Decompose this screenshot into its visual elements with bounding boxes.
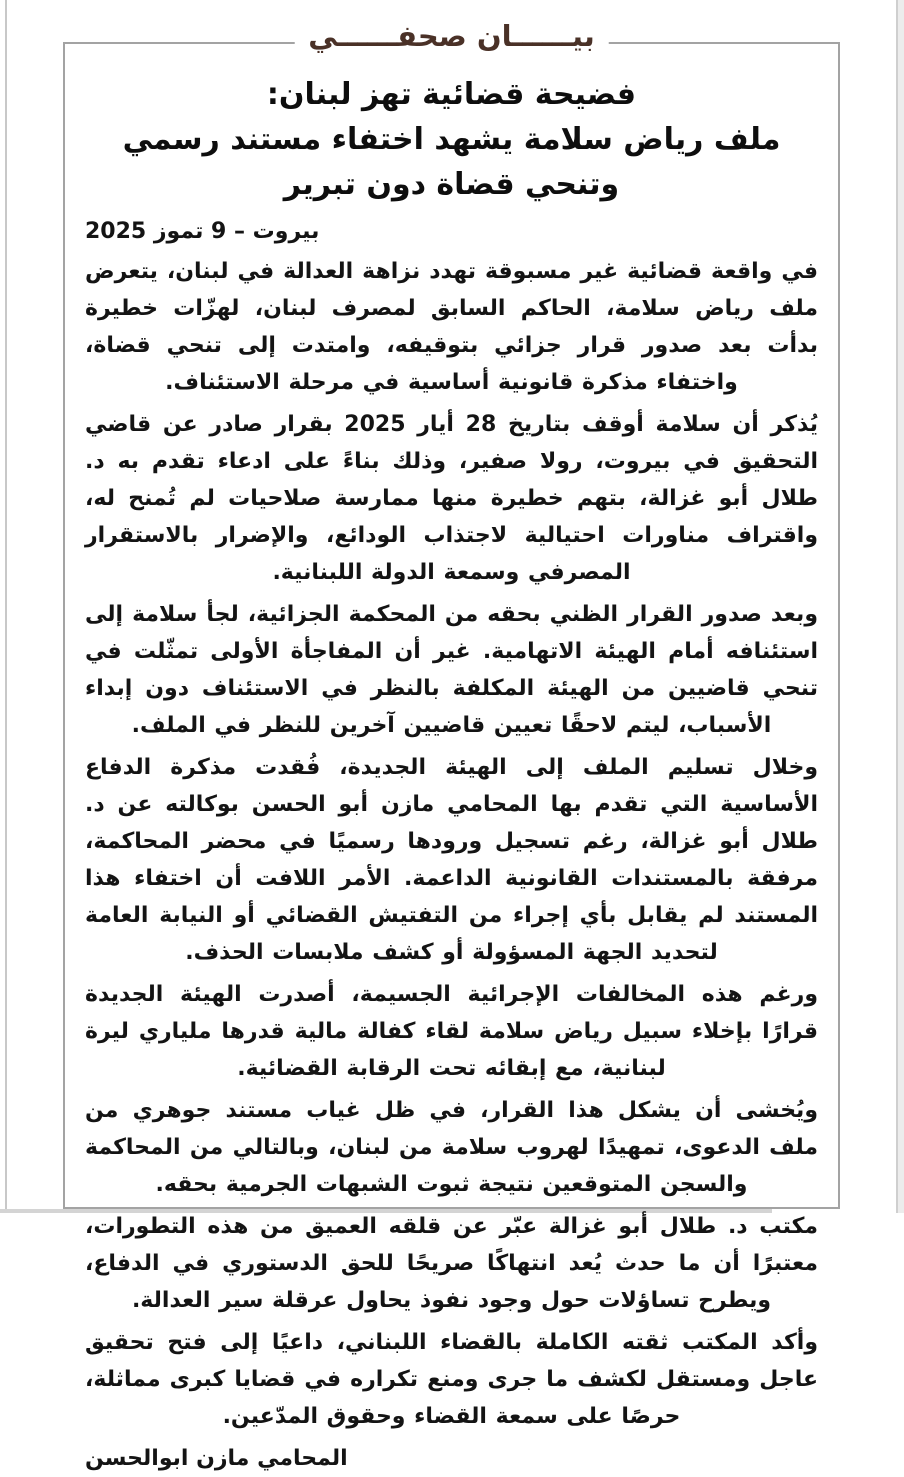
- dateline: بيروت – 9 تموز 2025: [85, 219, 320, 244]
- scan-edge-left: [5, 0, 7, 1213]
- title-line-3: وتنحي قضاة دون تبرير: [283, 167, 620, 202]
- paragraph-5: ورغم هذه المخالفات الإجرائية الجسيمة، أصدرت الهيئة الجديدة قرارًا بإخلاء سبيل رياض سلامة لقاء كفالة مالية قدرها ملياري ليرة لبنانية، مع إبقائه تحت الرقابة القضائية.: [85, 982, 818, 1081]
- paragraph-3: وبعد صدور القرار الظني بحقه من المحكمة الجزائية، لجأ سلامة إلى استئنافه أمام الهيئة الاتهامية. غير أن المفاجأة الأولى تمثّلت في تنحي قاضيين من الهيئة المكلفة بالنظر في الاستئناف دون إبداء الأسباب، ليتم لاحقًا تعيين قاضيين آخرين للنظر في الملف.: [85, 602, 818, 738]
- paragraph-8: وأكد المكتب ثقته الكاملة بالقضاء اللبناني، داعيًا إلى فتح تحقيق عاجل ومستقل لكشف ما جرى ومنع تكراره في قضايا كبرى مماثلة، حرصًا على سمعة القضاء وحقوق المدّعين.: [85, 1330, 818, 1429]
- document-frame: [63, 19, 840, 1471]
- press-release-banner: بيــــــان صحفــــــي: [294, 19, 609, 53]
- title-line-2: ملف رياض سلامة يشهد اختفاء مستند رسمي: [122, 122, 781, 157]
- paragraph-4: وخلال تسليم الملف إلى الهيئة الجديدة، فُقدت مذكرة الدفاع الأساسية التي تقدم بها المحامي مازن أبو الحسن بوكالته عن د. طلال أبو غزالة، رغم تسجيل ورودها رسميًا في محضر المحاكمة، مرفقة بالمستندات القانونية الداعمة. الأمر اللافت أن اختفاء هذا المستند لم يقابل بأي إجراء من التفتيش القضائي أو النيابة العامة لتحديد الجهة المسؤولة أو كشف ملابسات الحذف.: [85, 755, 818, 965]
- signature: المحامي مازن ابوالحسن: [85, 1446, 348, 1471]
- document-content: [65, 44, 838, 1471]
- paragraph-1: في واقعة قضائية غير مسبوقة تهدد نزاهة العدالة في لبنان، يتعرض ملف رياض سلامة، الحاكم السابق لمصرف لبنان، لهزّات خطيرة بدأت بعد صدور قرار جزائي بتوقيفه، وامتدت إلى تنحي قضاة، واختفاء مذكرة قانونية أساسية في مرحلة الاستئناف.: [85, 259, 818, 395]
- paragraph-7: مكتب د. طلال أبو غزالة عبّر عن قلقه العميق من هذه التطورات، معتبرًا أن ما حدث يُعد انتهاكًا صريحًا للحق الدستوري في الدفاع، ويطرح تساؤلات حول وجود نفوذ يحاول عرقلة سير العدالة.: [85, 1214, 818, 1313]
- document-title: [85, 72, 818, 207]
- scan-edge-right: [896, 0, 904, 1213]
- title-line-1: فضيحة قضائية تهز لبنان:: [266, 77, 637, 112]
- body-text: [85, 253, 818, 1435]
- paragraph-2: يُذكر أن سلامة أوقف بتاريخ 28 أيار 2025 بقرار صادر عن قاضي التحقيق في بيروت، رولا صفير، وذلك بناءً على ادعاء تقدم به د. طلال أبو غزالة، بتهم خطيرة منها ممارسة صلاحيات لم تُمنح له، واقتراف مناورات احتيالية لاجتذاب الودائع، والإضرار بالاستقرار المصرفي وسمعة الدولة اللبنانية.: [85, 412, 818, 585]
- paragraph-6: ويُخشى أن يشكل هذا القرار، في ظل غياب مستند جوهري من ملف الدعوى، تمهيدًا لهروب سلامة من لبنان، وبالتالي من المحاكمة والسجن المتوقعين نتيجة ثبوت الشبهات الجرمية بحقه.: [85, 1098, 818, 1197]
